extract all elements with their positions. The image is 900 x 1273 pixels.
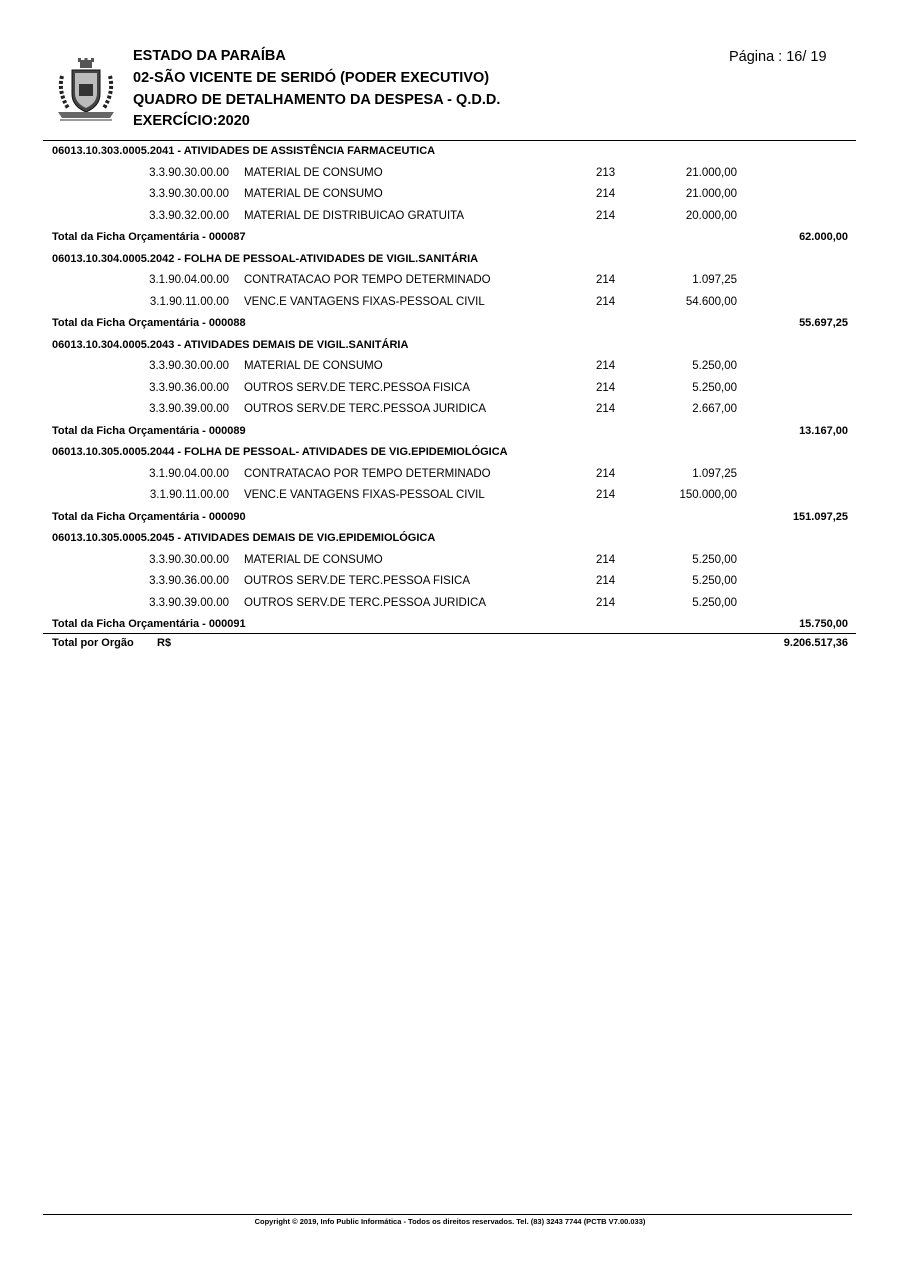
- table-row: [0, 465, 900, 487]
- grand-total-currency: R$: [157, 637, 172, 649]
- expense-value: 21.000,00: [685, 188, 737, 200]
- section-title: 06013.10.304.0005.2043 - ATIVIDADES DEMAIS DE VIGIL.SANITÁRIA: [52, 338, 409, 351]
- expense-description: CONTRATACAO POR TEMPO DETERMINADO: [244, 467, 491, 480]
- resource-source: 214: [596, 575, 616, 587]
- subtotal-row: [0, 508, 900, 530]
- expense-description: OUTROS SERV.DE TERC.PESSOA JURIDICA: [244, 403, 486, 415]
- expense-description: MATERIAL DE CONSUMO: [244, 553, 383, 566]
- table-row: [0, 164, 900, 186]
- page-number: Página : 16/ 19: [729, 49, 827, 65]
- table-row: [0, 357, 900, 379]
- subtotal-row: [0, 228, 900, 250]
- expense-code: 3.3.90.30.00.00: [149, 166, 229, 179]
- expense-value: 1.097,25: [692, 467, 737, 480]
- report-header: [0, 0, 900, 140]
- resource-source: 214: [596, 596, 616, 609]
- expense-description: OUTROS SERV.DE TERC.PESSOA JURIDICA: [244, 596, 486, 609]
- resource-source: 214: [596, 553, 616, 566]
- table-row: [0, 293, 900, 315]
- subtotal-value: 151.097,25: [792, 510, 848, 523]
- expense-value: 20.000,00: [685, 209, 737, 222]
- subtotal-label: Total da Ficha Orçamentária - 000089: [52, 424, 246, 437]
- expense-description: MATERIAL DE DISTRIBUICAO GRATUITA: [244, 209, 465, 222]
- expense-code: 3.3.90.39.00.00: [149, 596, 229, 609]
- header-divider: [43, 140, 856, 141]
- resource-source: 214: [596, 188, 616, 200]
- section-title: 06013.10.305.0005.2045 - ATIVIDADES DEMAIS DE VIG.EPIDEMIOLÓGICA: [52, 532, 436, 544]
- expense-description: VENC.E VANTAGENS FIXAS-PESSOAL CIVIL: [244, 489, 485, 501]
- subtotal-label: Total da Ficha Orçamentária - 000087: [52, 231, 246, 243]
- expense-value: 5.250,00: [692, 596, 737, 609]
- subtotal-label: Total da Ficha Orçamentária - 000091: [52, 618, 246, 630]
- expense-value: 150.000,00: [679, 489, 737, 501]
- expense-code: 3.3.90.30.00.00: [149, 360, 229, 372]
- expense-description: MATERIAL DE CONSUMO: [244, 188, 383, 200]
- expense-description: OUTROS SERV.DE TERC.PESSOA FISICA: [244, 575, 471, 587]
- resource-source: 213: [596, 166, 616, 179]
- expense-code: 3.3.90.36.00.00: [149, 575, 229, 587]
- table-row: [0, 400, 900, 422]
- section-header-row: [0, 529, 900, 551]
- resource-source: 214: [596, 360, 616, 372]
- subtotal-value: 62.000,00: [799, 231, 848, 243]
- footer-divider: [43, 1214, 852, 1215]
- expense-code: 3.3.90.36.00.00: [149, 381, 229, 394]
- resource-source: 214: [596, 489, 616, 501]
- expense-value: 2.667,00: [692, 403, 737, 415]
- expense-detail-table: [0, 142, 900, 637]
- table-row: [0, 271, 900, 293]
- table-row: [0, 185, 900, 207]
- subtotal-label: Total da Ficha Orçamentária - 000088: [52, 317, 246, 329]
- expense-description: CONTRATACAO POR TEMPO DETERMINADO: [244, 274, 491, 286]
- subtotal-value: 15.750,00: [799, 618, 848, 630]
- report-title: QUADRO DE DETALHAMENTO DA DESPESA - Q.D.D.: [133, 92, 501, 108]
- grand-total-value: 9.206.517,36: [783, 637, 848, 649]
- expense-code: 3.3.90.30.00.00: [149, 188, 229, 200]
- subtotal-row: [0, 314, 900, 336]
- fiscal-year: EXERCÍCIO:2020: [133, 113, 250, 129]
- section-title: 06013.10.305.0005.2044 - FOLHA DE PESSOAL- ATIVIDADES DE VIG.EPIDEMIOLÓGICA: [52, 446, 508, 458]
- entity-title: 02-SÃO VICENTE DE SERIDÓ (PODER EXECUTIVO): [133, 70, 490, 86]
- resource-source: 214: [596, 274, 616, 286]
- expense-code: 3.1.90.11.00.00: [149, 489, 229, 501]
- expense-value: 21.000,00: [685, 166, 737, 179]
- copyright-footer: Copyright © 2019, Info Public Informática - Todos os direitos reservados. Tel. (83) 3243 7744 (PCTB V7.00.033): [254, 1217, 646, 1226]
- expense-code: 3.1.90.04.00.00: [149, 274, 229, 286]
- coat-of-arms-icon: [54, 58, 118, 122]
- table-row: [0, 207, 900, 229]
- table-row: [0, 379, 900, 401]
- expense-code: 3.3.90.30.00.00: [149, 553, 229, 566]
- section-header-row: [0, 336, 900, 358]
- resource-source: 214: [596, 381, 616, 394]
- table-row: [0, 551, 900, 573]
- expense-value: 5.250,00: [692, 381, 737, 394]
- resource-source: 214: [596, 467, 616, 480]
- expense-description: MATERIAL DE CONSUMO: [244, 166, 383, 179]
- grand-total-divider: [43, 633, 856, 634]
- grand-total-row: [0, 635, 900, 653]
- resource-source: 214: [596, 403, 616, 415]
- section-header-row: [0, 142, 900, 164]
- subtotal-value: 13.167,00: [799, 424, 848, 437]
- expense-description: OUTROS SERV.DE TERC.PESSOA FISICA: [244, 381, 471, 394]
- expense-value: 5.250,00: [692, 360, 737, 372]
- expense-value: 1.097,25: [692, 274, 737, 286]
- subtotal-value: 55.697,25: [799, 317, 848, 329]
- expense-code: 3.1.90.11.00.00: [149, 295, 229, 308]
- table-row: [0, 594, 900, 616]
- expense-code: 3.3.90.39.00.00: [149, 403, 229, 415]
- expense-description: MATERIAL DE CONSUMO: [244, 360, 383, 372]
- section-header-row: [0, 443, 900, 465]
- subtotal-row: [0, 422, 900, 444]
- subtotal-label: Total da Ficha Orçamentária - 000090: [52, 510, 246, 523]
- expense-value: 5.250,00: [692, 575, 737, 587]
- section-header-row: [0, 250, 900, 272]
- table-row: [0, 486, 900, 508]
- table-row: [0, 572, 900, 594]
- expense-code: 3.1.90.04.00.00: [149, 467, 229, 480]
- section-title: 06013.10.303.0005.2041 - ATIVIDADES DE ASSISTÊNCIA FARMACEUTICA: [52, 145, 436, 157]
- section-title: 06013.10.304.0005.2042 - FOLHA DE PESSOAL-ATIVIDADES DE VIGIL.SANITÁRIA: [52, 252, 479, 265]
- expense-code: 3.3.90.32.00.00: [149, 209, 229, 222]
- grand-total-label: Total por Orgão: [52, 637, 134, 649]
- state-title: ESTADO DA PARAÍBA: [133, 48, 286, 64]
- resource-source: 214: [596, 209, 616, 222]
- expense-value: 54.600,00: [685, 295, 737, 308]
- resource-source: 214: [596, 295, 616, 308]
- expense-value: 5.250,00: [692, 553, 737, 566]
- expense-description: VENC.E VANTAGENS FIXAS-PESSOAL CIVIL: [244, 295, 485, 308]
